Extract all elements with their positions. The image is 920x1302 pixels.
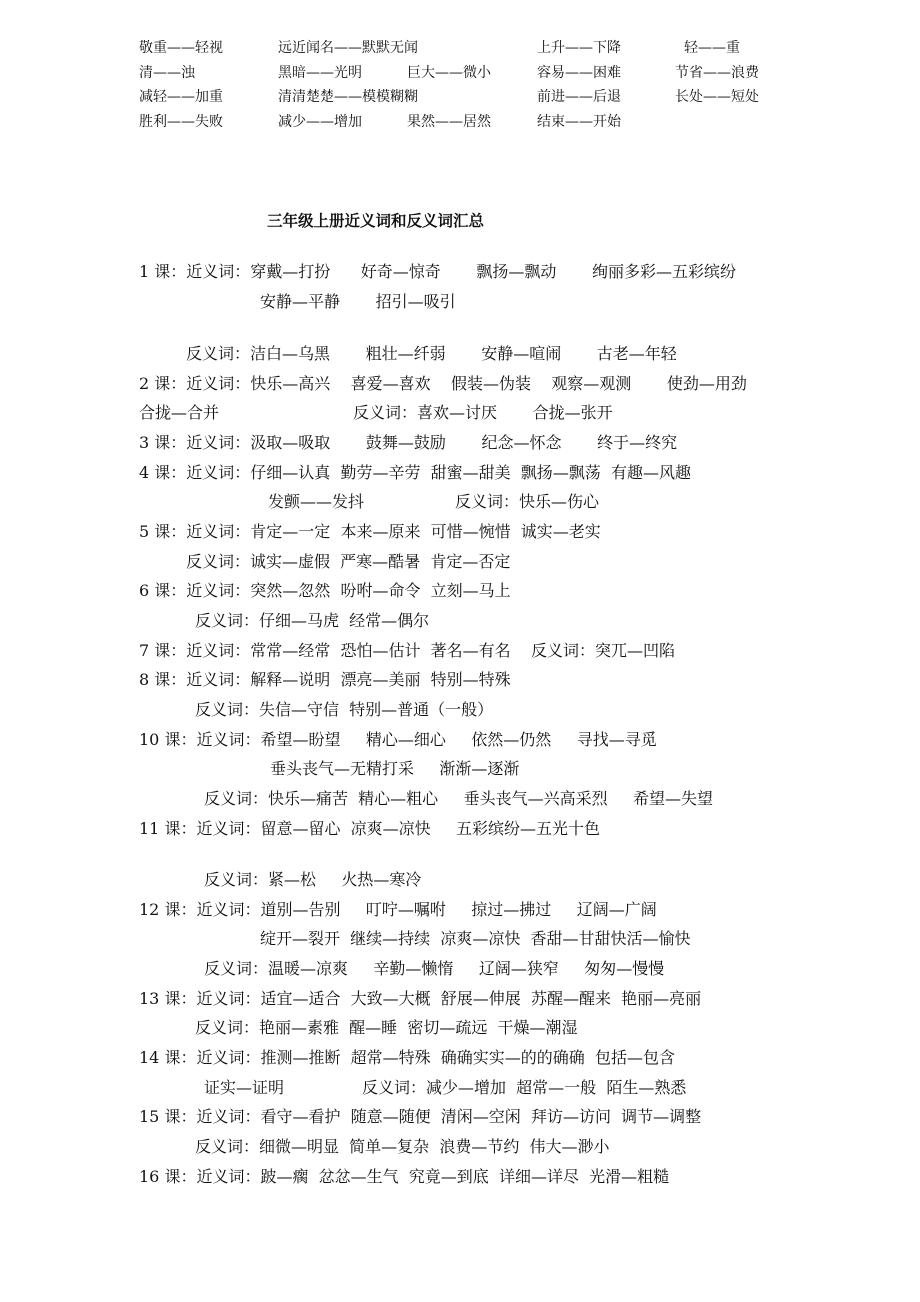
lesson-12-synonyms: 12 课：近义词：道别—告别 叮咛—嘱咐 掠过—拂过 辽阔—广阔 <box>139 900 657 919</box>
lesson-14-synonyms-cont: 证实—证明 <box>204 1078 285 1097</box>
lesson-13-antonyms: 反义词：艳丽—素雅 醒—睡 密切—疏远 干燥—潮湿 <box>195 1018 578 1037</box>
pair-cell: 清——浊 <box>139 64 195 81</box>
lesson-11-antonyms: 反义词：紧—松 火热—寒冷 <box>204 870 422 889</box>
pair-cell: 轻——重 <box>684 40 740 56</box>
lesson-7-line: 7 课：近义词：常常—经常 恐怕—估计 著名—有名 反义词：突兀—凹陷 <box>139 641 675 660</box>
pair-cell: 远近闻名——默默无闻 <box>278 40 418 56</box>
lesson-12-synonyms-cont: 绽开—裂开 继续—持续 凉爽—凉快 香甜—甘甜快活—愉快 <box>260 929 691 948</box>
lesson-1-synonyms-cont: 安静—平静 招引—吸引 <box>260 292 456 311</box>
lesson-4-synonyms: 4 课：近义词：仔细—认真 勤劳—辛劳 甜蜜—甜美 飘扬—飘荡 有趣—风趣 <box>139 463 691 482</box>
lesson-8-antonyms: 反义词：失信—守信 特别—普通（一般） <box>195 700 494 719</box>
pair-cell: 减轻——加重 <box>139 89 223 105</box>
lesson-10-synonyms-cont: 垂头丧气—无精打采 渐渐—逐渐 <box>270 759 520 778</box>
pair-cell: 长处——短处 <box>675 89 759 105</box>
lesson-4-antonyms: 反义词：快乐—伤心 <box>455 492 600 511</box>
lesson-15-antonyms: 反义词：细微—明显 简单—复杂 浪费—节约 伟大—渺小 <box>195 1137 610 1156</box>
pair-cell: 胜利——失败 <box>139 113 223 130</box>
pair-cell: 巨大——微小 <box>407 64 491 81</box>
lesson-5-antonyms: 反义词：诚实—虚假 严寒—酷暑 肯定—否定 <box>186 552 511 571</box>
pair-cell: 黑暗——光明 <box>278 64 362 81</box>
lesson-14-antonyms: 反义词：减少—增加 超常—一般 陌生—熟悉 <box>362 1078 687 1097</box>
lesson-2-synonyms: 2 课：近义词：快乐—高兴 喜爱—喜欢 假装—伪装 观察—观测 使劲—用劲 <box>139 374 747 393</box>
lesson-1-antonyms: 反义词：洁白—乌黑 粗壮—纤弱 安静—喧闹 古老—年轻 <box>186 344 677 363</box>
lesson-13-synonyms: 13 课：近义词：适宜—适合 大致—大概 舒展—伸展 苏醒—醒来 艳丽—亮丽 <box>139 989 702 1008</box>
lesson-10-synonyms: 10 课：近义词：希望—盼望 精心—细心 依然—仍然 寻找—寻觅 <box>139 730 657 749</box>
pair-cell: 节省——浪费 <box>675 64 759 81</box>
lesson-10-antonyms: 反义词：快乐—痛苦 精心—粗心 垂头丧气—兴高采烈 希望—失望 <box>204 789 714 808</box>
lesson-11-synonyms: 11 课：近义词：留意—留心 凉爽—凉快 五彩缤纷—五光十色 <box>139 819 601 838</box>
lesson-6-antonyms: 反义词：仔细—马虎 经常—偶尔 <box>195 611 430 630</box>
lesson-16-synonyms: 16 课：近义词：跛—瘸 忿忿—生气 究竟—到底 详细—详尽 光滑—粗糙 <box>139 1167 670 1186</box>
pair-cell: 减少——增加 <box>278 113 362 130</box>
lesson-3-synonyms: 3 课：近义词：汲取—吸取 鼓舞—鼓励 纪念—怀念 终于—终究 <box>139 433 678 452</box>
pair-cell: 敬重——轻视 <box>139 40 223 56</box>
lesson-6-synonyms: 6 课：近义词：突然—忽然 吩咐—命令 立刻—马上 <box>139 581 511 600</box>
pair-cell: 上升——下降 <box>537 40 621 56</box>
pair-cell: 果然——居然 <box>407 113 491 130</box>
pair-cell: 清清楚楚——模模糊糊 <box>278 89 418 105</box>
lesson-15-synonyms: 15 课：近义词：看守—看护 随意—随便 清闲—空闲 拜访—访问 调节—调整 <box>139 1107 702 1126</box>
page-title: 三年级上册近义词和反义词汇总 <box>267 211 485 230</box>
lesson-4-synonyms-cont: 发颤——发抖 <box>268 492 365 511</box>
lesson-8-synonyms: 8 课：近义词：解释—说明 漂亮—美丽 特别—特殊 <box>139 670 511 689</box>
pair-cell: 结束——开始 <box>537 113 621 130</box>
pair-cell: 前进——后退 <box>537 89 621 105</box>
lesson-14-synonyms: 14 课：近义词：推测—推断 超常—特殊 确确实实—的的确确 包括—包含 <box>139 1048 675 1067</box>
lesson-12-antonyms: 反义词：温暖—凉爽 辛勤—懒惰 辽阔—狭窄 匆匆—慢慢 <box>204 959 665 978</box>
pair-cell: 容易——困难 <box>537 64 621 81</box>
lesson-2-antonyms: 反义词：喜欢—讨厌 合拢—张开 <box>353 403 613 422</box>
lesson-1-synonyms: 1 课：近义词：穿戴—打扮 好奇—惊奇 飘扬—飘动 绚丽多彩—五彩缤纷 <box>139 262 736 281</box>
lesson-5-synonyms: 5 课：近义词：肯定—一定 本来—原来 可惜—惋惜 诚实—老实 <box>139 522 601 541</box>
lesson-2-synonyms-cont: 合拢—合并 <box>139 403 220 422</box>
